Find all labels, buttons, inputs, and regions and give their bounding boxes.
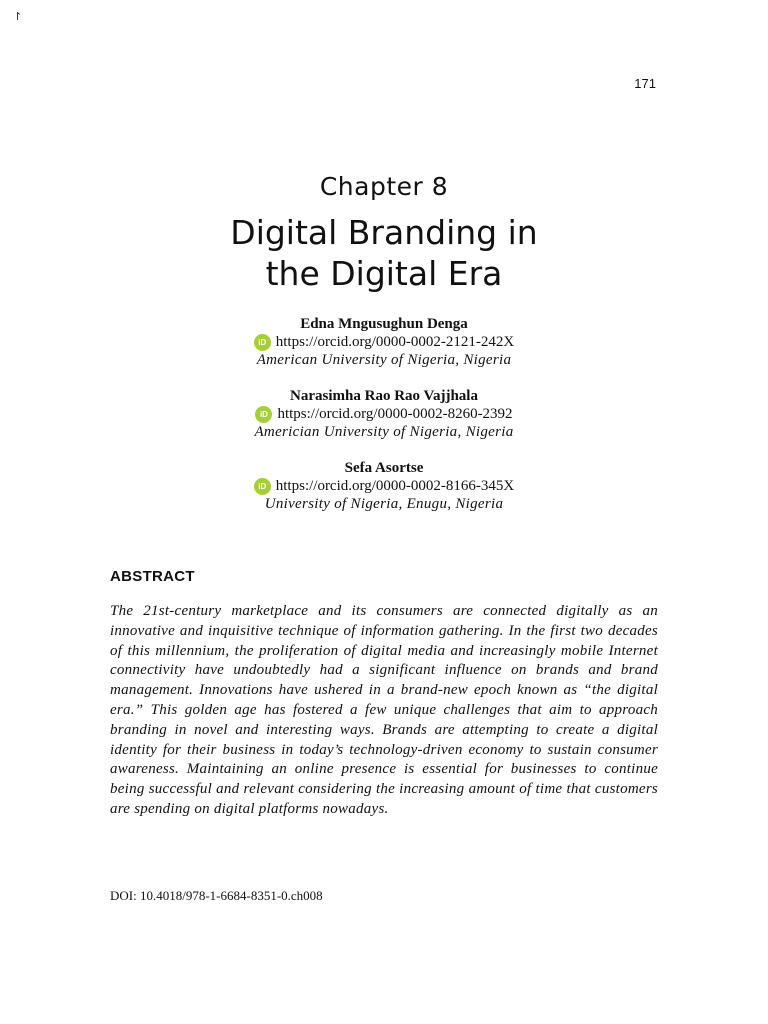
doi: DOI: 10.4018/978-1-6684-8351-0.ch008 [110, 888, 323, 903]
orcid-icon: iD [255, 406, 272, 423]
orcid-icon: iD [254, 478, 271, 495]
chapter-title-line-2: the Digital Era [265, 254, 503, 293]
abstract-heading: ABSTRACT [110, 568, 195, 585]
author-block-2 [0, 387, 768, 441]
chapter-title-line-1: Digital Branding in [230, 213, 538, 252]
chapter-label: Chapter 8 [319, 172, 449, 201]
author-block-3 [0, 459, 768, 513]
author-name: Sefa Asortse [344, 460, 424, 476]
corner-mark: ↾ [13, 10, 23, 23]
author-affiliation: Americian University of Nigeria, Nigeria [254, 424, 514, 440]
orcid-line [0, 333, 768, 351]
orcid-link[interactable]: https://orcid.org/0000-0002-8166-345X [275, 478, 515, 494]
author-name: Narasimha Rao Rao Vajjhala [290, 388, 478, 404]
orcid-line [0, 477, 768, 495]
chapter-title [0, 212, 768, 294]
orcid-line [0, 405, 768, 423]
orcid-link[interactable]: https://orcid.org/0000-0002-8260-2392 [277, 406, 513, 422]
author-affiliation: American University of Nigeria, Nigeria [256, 352, 512, 368]
orcid-icon: iD [254, 334, 271, 351]
orcid-link[interactable]: https://orcid.org/0000-0002-2121-242X [275, 334, 515, 350]
author-affiliation: University of Nigeria, Enugu, Nigeria [264, 496, 504, 512]
abstract-body: The 21st-century marketplace and its consumers are connected digitally as an innovative and inquisitive technique of information gathering. In the first two decades of this millennium, the proliferation of digital media and increasingly mobile Internet connectivity have undoubtedly had a significant influence on brands and brand management. Innovations have ushered in a brand-new epoch known as “the digital era.” This golden age has fostered a few unique challenges that aim to approach branding in novel and interesting ways. Brands are attempting to create a digital identity for their business in today’s technology-driven economy to sustain consumer awareness. Maintaining an online presence is essential for businesses to continue being successful and relevant considering the increasing amount of time that customers are spending on digital platforms nowadays. [110, 603, 658, 817]
author-name: Edna Mngusughun Denga [300, 316, 468, 332]
page-number: 171 [634, 76, 656, 91]
author-block-1 [0, 315, 768, 369]
